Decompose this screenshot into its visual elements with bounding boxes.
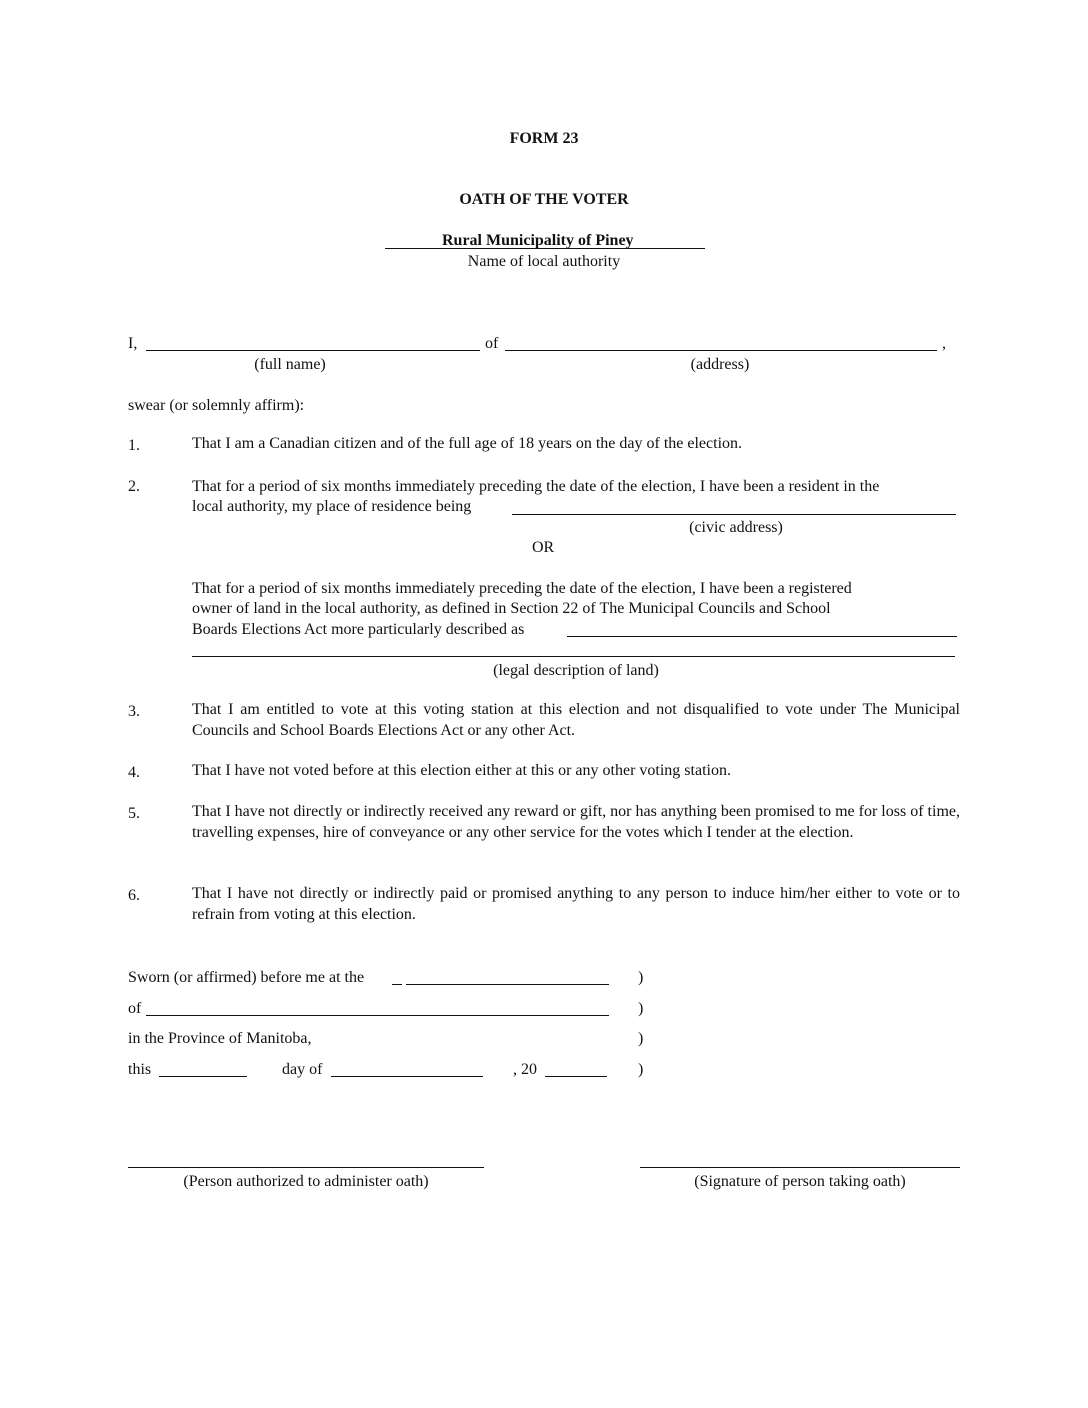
administrator-caption: (Person authorized to administer oath) — [183, 1173, 429, 1190]
form-title: OATH OF THE VOTER — [459, 191, 629, 208]
month-field[interactable] — [331, 1076, 483, 1077]
item-text: That I am entitled to vote at this voting station at this election and not disqualified to vote under The Municipal Councils and School Boards Elections Act or any other Act. — [192, 701, 960, 739]
item-number: 2. — [128, 478, 140, 495]
address-caption: (address) — [690, 356, 750, 373]
of-label: of — [485, 335, 499, 352]
legal-description-field[interactable] — [567, 636, 957, 637]
full-name-caption: (full name) — [254, 356, 326, 373]
item-text: owner of land in the local authority, as defined in Section 22 of The Municipal Councils and School — [192, 600, 831, 617]
item-text: That I am a Canadian citizen and of the full age of 18 years on the day of the election. — [192, 435, 743, 452]
bracket: ) — [638, 1061, 644, 1078]
sworn-place-field[interactable] — [406, 984, 609, 985]
item-text: That for a period of six months immediately preceding the date of the election, I have been a registered — [192, 580, 852, 597]
item-number: 5. — [128, 805, 140, 822]
legal-description-caption: (legal description of land) — [493, 662, 659, 679]
year-label: , 20 — [513, 1061, 537, 1078]
legal-description-field-2[interactable] — [192, 656, 955, 657]
or-text: OR — [532, 539, 555, 556]
swear-text: swear (or solemnly affirm): — [128, 397, 305, 414]
this-label: this — [128, 1061, 152, 1078]
sworn-place-field-start — [392, 984, 402, 985]
day-field[interactable] — [159, 1076, 247, 1077]
voter-caption: (Signature of person taking oath) — [694, 1173, 906, 1190]
administrator-signature-line[interactable] — [128, 1167, 484, 1168]
bracket: ) — [638, 969, 644, 986]
authority-caption: Name of local authority — [467, 253, 621, 270]
item-number: 3. — [128, 703, 140, 720]
year-field[interactable] — [545, 1076, 607, 1077]
item-text: That for a period of six months immediately preceding the date of the election, I have been a resident in the — [192, 478, 880, 495]
item-number: 4. — [128, 764, 140, 781]
full-name-field[interactable] — [146, 350, 480, 351]
item-text: That I have not directly or indirectly paid or promised anything to any person to induce him/her either to vote or to refrain from voting at this election. — [192, 885, 960, 923]
item-text: Boards Elections Act more particularly described as — [192, 621, 525, 638]
day-of-label: day of — [282, 1061, 323, 1078]
civic-address-field[interactable] — [512, 514, 956, 515]
item-text: That I have not directly or indirectly received any reward or gift, nor has anything been promised to me for loss of time, travelling expenses, hire of conveyance or any other service for the votes which I tender at the election. — [192, 803, 960, 841]
comma: , — [942, 335, 946, 352]
voter-signature-line[interactable] — [640, 1167, 960, 1168]
civic-address-caption: (civic address) — [689, 519, 783, 536]
province-label: in the Province of Manitoba, — [128, 1030, 312, 1047]
i-label: I, — [128, 335, 138, 352]
sworn-label: Sworn (or affirmed) before me at the — [128, 969, 365, 986]
bracket: ) — [638, 1000, 644, 1017]
item-number: 6. — [128, 887, 140, 904]
item-text: That I have not voted before at this election either at this or any other voting station. — [192, 762, 731, 779]
form-number: FORM 23 — [509, 130, 579, 147]
item-text: local authority, my place of residence being — [192, 498, 472, 515]
municipality-field[interactable] — [146, 1015, 609, 1016]
address-field[interactable] — [505, 350, 937, 351]
authority-name: Rural Municipality of Piney — [442, 232, 634, 249]
of-label: of — [128, 1000, 142, 1017]
item-number: 1. — [128, 437, 140, 454]
bracket: ) — [638, 1030, 644, 1047]
